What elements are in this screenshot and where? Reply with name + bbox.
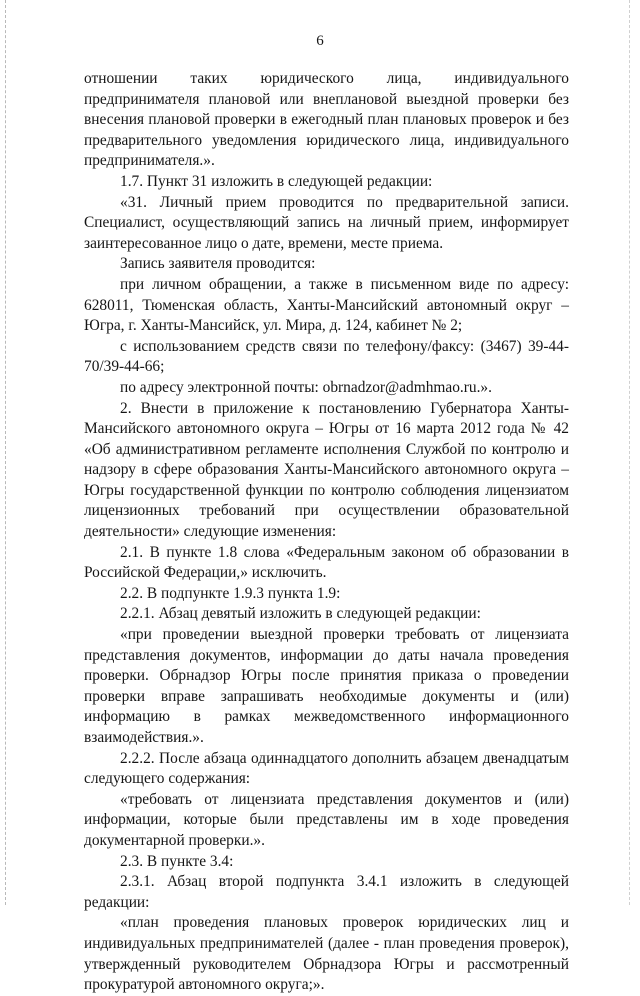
paragraph: «31. Личный прием проводится по предварительной записи. Специалист, осуществляющий запись на личный прием, информирует заинтересованное лицо о дате, времени, месте приема.	[84, 193, 569, 252]
paragraph: с использованием средств связи по телефону/факсу: (3467) 39-44-70/39-44-66;	[84, 337, 569, 376]
paragraph: 2.3.1. Абзац второй подпункта 3.4.1 изложить в следующей редакции:	[84, 873, 569, 911]
paragraph: «план проведения плановых проверок юридических лиц и индивидуальных предпринимателей (далее - план проведения проверок), утвержденный руководителем Обрнадзора Югры и рассмотренный прокуратурой автономного округа;».	[84, 914, 569, 994]
paragraph: 2.2.2. После абзаца одиннадцатого дополнить абзацем двенадцатым следующего содержания:	[84, 749, 569, 788]
scan-edge-right	[629, 0, 630, 905]
paragraph: при личном обращении, а также в письменном виде по адресу: 628011, Тюменская область, Ханты-Мансийский автономный округ – Югра, г. Ханты-Мансийск, ул. Мира, д. 124, кабинет № 2;	[84, 275, 569, 335]
page-number: 6	[316, 33, 324, 49]
paragraph: 2.2.1. Абзац девятый изложить в следующей редакции:	[120, 605, 481, 623]
paragraph: «требовать от лицензиата представления документов и (или) информации, которые были представлены им в ходе проведения документарной проверки.».	[84, 790, 569, 849]
paragraph: 2. Внести в приложение к постановлению Губернатора Ханты-Мансийского автономного округа – Югры от 16 марта 2012 года № 42 «Об административном регламенте исполнения Службой по контролю и надзору в сфере образования Ханты-Мансийского автономного округа – Югры государственной функции по контролю соблюдения лицензиатом лицензионных требований при осуществлении образовательной деятельности» следующие изменения:	[84, 399, 569, 541]
document-body	[84, 69, 569, 996]
paragraph: 1.7. Пункт 31 изложить в следующей редакции:	[120, 172, 433, 190]
paragraph: 2.2. В подпункте 1.9.3 пункта 1.9:	[120, 584, 341, 602]
scan-edge-left	[5, 0, 6, 905]
paragraph: Запись заявителя проводится:	[120, 255, 316, 273]
paragraph: отношении таких юридического лица, индивидуального предпринимателя плановой или внеплановой выездной проверки без внесения плановой проверки в ежегодный план плановых проверок и без предварительного уведомления юридического лица, индивидуального предпринимателя.».	[84, 70, 569, 170]
paragraph: 2.1. В пункте 1.8 слова «Федеральным законом об образовании в Российской Федерации,» исключить.	[84, 543, 569, 582]
paragraph: 2.3. В пункте 3.4:	[120, 852, 234, 870]
paragraph: «при проведении выездной проверки требовать от лицензиата представления документов, информации до даты начала проведения проверки. Обрнадзор Югры после принятия приказа о проведении проверки вправе запрашивать необходимые документы и (или) информацию в рамках межведомственного информационного взаимодействия.».	[84, 626, 569, 746]
paragraph: по адресу электронной почты: obrnadzor@admhmao.ru.».	[120, 378, 492, 396]
